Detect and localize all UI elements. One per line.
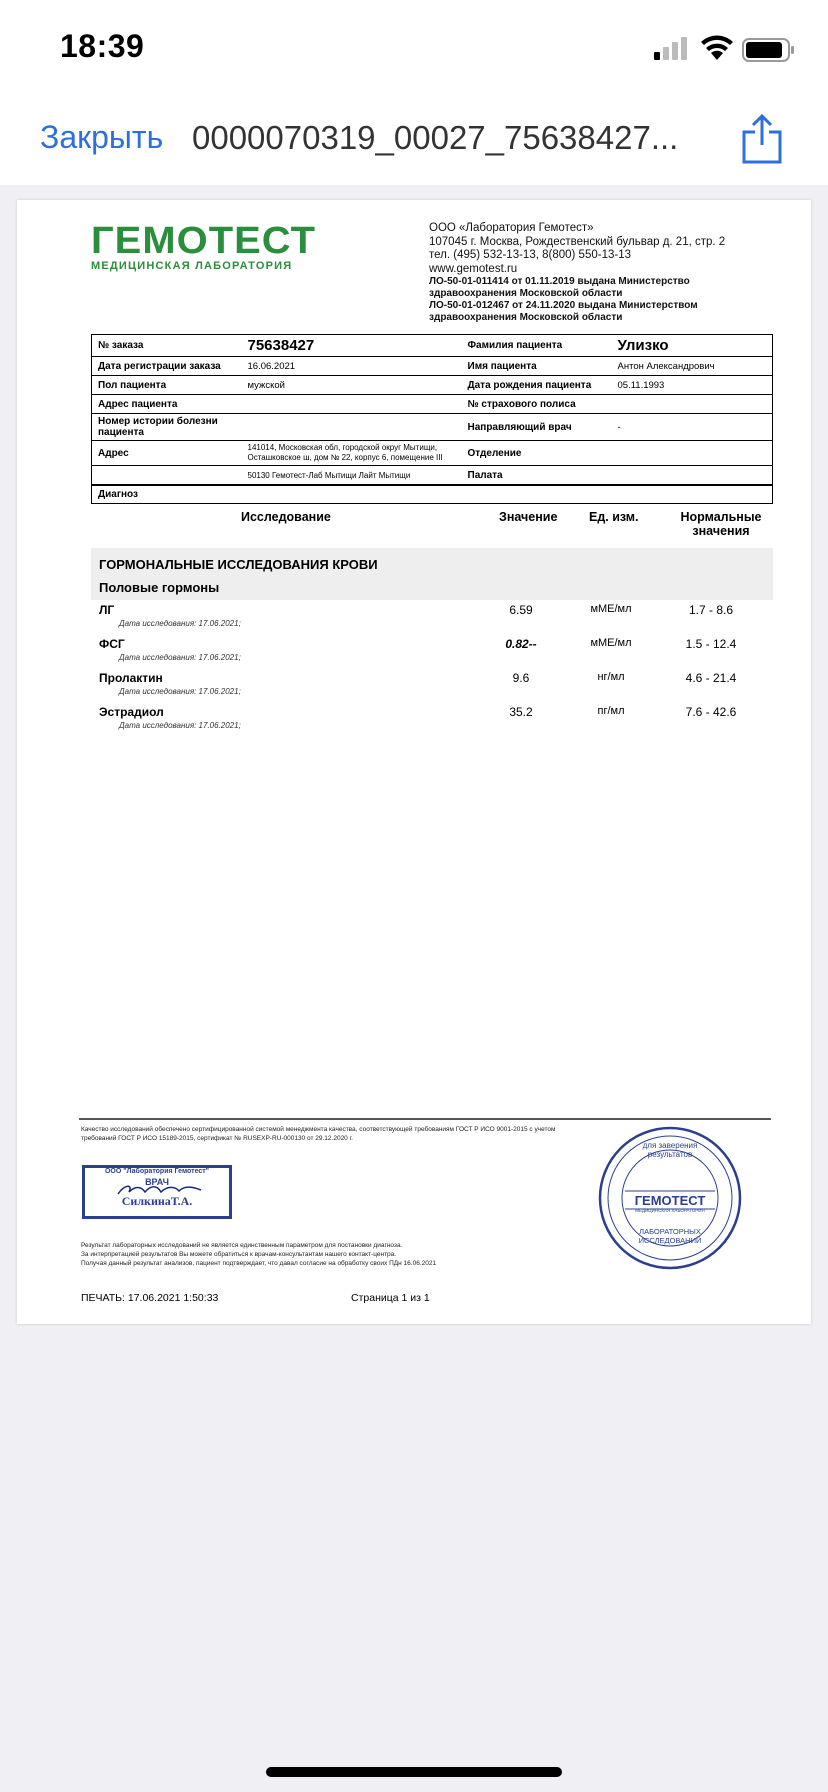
- close-button[interactable]: Закрыть: [40, 119, 164, 155]
- logo-subtitle: МЕДИЦИНСКАЯ ЛАБОРАТОРИЯ: [91, 260, 293, 272]
- policy-label: № страхового полиса: [462, 395, 612, 414]
- order-number: 75638427: [242, 335, 462, 357]
- page-counter: Страница 1 из 1: [351, 1292, 430, 1304]
- patient-name: Антон Александрович: [612, 357, 773, 376]
- doctor-value: -: [612, 414, 773, 441]
- test-date: Дата исследования: 17.06.2021;: [119, 619, 241, 628]
- patient-address-label: Адрес пациента: [92, 395, 242, 414]
- patient-sex: мужской: [242, 376, 462, 395]
- test-date: Дата исследования: 17.06.2021;: [119, 721, 241, 730]
- note-3: Получая данный результат анализов, пациент подтверждает, что давал согласие на обработку своих ПДн 16.06.2021: [81, 1260, 437, 1267]
- reg-date-label: Дата регистрации заказа: [92, 357, 242, 376]
- gemotest-logo: [91, 220, 337, 272]
- diagnosis-label: Диагноз: [91, 485, 773, 504]
- result-row-fsh: [91, 635, 773, 669]
- home-indicator[interactable]: [266, 1767, 562, 1777]
- note-2: За интерпретацией результатов Вы можете обратиться к врачам-консультантам нашего контакт-центра.: [81, 1251, 397, 1258]
- stamp-name: СилкинаТ.А.: [121, 1194, 193, 1208]
- document-title: 0000070319_00027_75638427...: [192, 119, 679, 156]
- office-name: 50130 Гемотест-Лаб Мытищи Лайт Мытищи: [242, 466, 462, 485]
- patient-surname: Улизко: [612, 335, 773, 357]
- footer-divider: [79, 1118, 771, 1120]
- lab-details: [429, 222, 769, 324]
- logo-title: ГЕМОТЕСТ: [91, 220, 317, 262]
- dept-label: Отделение: [462, 441, 612, 466]
- share-icon[interactable]: [740, 113, 784, 165]
- test-date: Дата исследования: 17.06.2021;: [119, 653, 241, 662]
- results-section: [91, 548, 773, 600]
- sex-label: Пол пациента: [92, 376, 242, 395]
- surname-label: Фамилия пациента: [462, 335, 612, 357]
- test-value: 6.59: [509, 603, 533, 617]
- result-row-lh: [91, 601, 773, 635]
- stamp-org: ООО "Лаборатория Гемотест": [104, 1168, 210, 1175]
- test-name: Пролактин: [99, 671, 163, 685]
- lab-report-page: [17, 200, 811, 1324]
- patient-info-table: [91, 334, 773, 485]
- seal-main: ГЕМОТЕСТ: [634, 1193, 706, 1208]
- test-value: 9.6: [512, 671, 530, 685]
- order-label: № заказа: [92, 335, 242, 357]
- subsection-title: Половые гормоны: [99, 580, 220, 595]
- doctor-label: Направляющий врач: [462, 414, 612, 441]
- test-name: ФСГ: [99, 637, 125, 651]
- test-norm: 4.6 - 21.4: [685, 671, 737, 685]
- status-time: 18:39: [60, 28, 145, 64]
- result-row-prolactin: [91, 669, 773, 703]
- seal-sub: МЕДИЦИНСКАЯ ЛАБОРАТОРИЯ: [635, 1208, 705, 1213]
- test-unit: нг/мл: [597, 671, 625, 683]
- lab-license-1: ЛО-50-01-011414 от 01.11.2019 выдана Министерство здравоохранения Московской области: [429, 276, 690, 299]
- lab-phone: тел. (495) 532-13-13, 8(800) 550-13-13: [429, 249, 631, 261]
- result-row-estradiol: [91, 703, 773, 737]
- test-value-flagged: 0.82--: [505, 637, 537, 651]
- patient-dob: 05.11.1993: [612, 376, 773, 395]
- seal-top: для заверения результатов: [642, 1141, 698, 1159]
- battery-icon: [742, 38, 796, 62]
- history-label: Номер истории болезни пациента: [92, 414, 242, 441]
- lab-license-2: ЛО-50-01-012467 от 24.11.2020 выдана Министерством здравоохранения Московской области: [429, 300, 698, 323]
- status-bar: [0, 0, 828, 95]
- lab-name: ООО «Лаборатория Гемотест»: [429, 222, 594, 234]
- test-unit: мМЕ/мл: [590, 603, 632, 615]
- section-title: ГОРМОНАЛЬНЫЕ ИССЛЕДОВАНИЯ КРОВИ: [99, 557, 378, 572]
- dob-label: Дата рождения пациента: [462, 376, 612, 395]
- lab-address: 107045 г. Москва, Рождественский бульвар д. 21, стр. 2: [429, 235, 726, 248]
- cellular-signal-icon: [652, 36, 692, 62]
- seal-bottom: ЛАБОРАТОРНЫХ ИССЛЕДОВАНИЙ: [638, 1227, 702, 1245]
- header-test: Исследование: [241, 510, 331, 524]
- quality-statement: Качество исследований обеспечено сертифицированной системой менеджмента качества, соответствующей требованиям ГОСТ Р ИСО 9001-2015 с учетом требований ГОСТ Р ИСО 15189-2015, сертификат № RUSEXP-RU-000130 от 29.12.2020 г.: [81, 1126, 556, 1142]
- wifi-icon: [700, 34, 734, 62]
- note-1: Результат лабораторных исследований не является единственным параметром для постановки диагноза.: [81, 1242, 403, 1249]
- viewer-nav-bar: [0, 95, 828, 185]
- test-norm: 1.7 - 8.6: [688, 603, 734, 617]
- print-timestamp: ПЕЧАТЬ: 17.06.2021 1:50:33: [81, 1292, 219, 1304]
- header-norm: Нормальные значения: [680, 510, 762, 538]
- test-norm: 1.5 - 12.4: [685, 637, 737, 651]
- test-date: Дата исследования: 17.06.2021;: [119, 687, 241, 696]
- header-value: Значение: [499, 510, 558, 524]
- test-name: Эстрадиол: [99, 705, 164, 719]
- test-unit: мМЕ/мл: [590, 637, 632, 649]
- address-label: Адрес: [92, 441, 242, 466]
- test-name: ЛГ: [99, 603, 115, 617]
- test-value: 35.2: [509, 705, 533, 719]
- header-unit: Ед. изм.: [589, 510, 639, 524]
- office-address: 141014, Московская обл, городской округ Мытищи, Осташковское ш, дом № 22, корпус 6, помещение III: [242, 441, 462, 466]
- name-label: Имя пациента: [462, 357, 612, 376]
- lab-site: www.gemotest.ru: [429, 262, 518, 275]
- test-unit: пг/мл: [597, 705, 625, 717]
- reg-date: 16.06.2021: [242, 357, 462, 376]
- test-norm: 7.6 - 42.6: [685, 705, 737, 719]
- ward-label: Палата: [462, 466, 612, 485]
- stamp-title: ВРАЧ: [145, 1177, 169, 1187]
- results-header: [91, 508, 773, 546]
- doctor-stamp: [82, 1165, 232, 1219]
